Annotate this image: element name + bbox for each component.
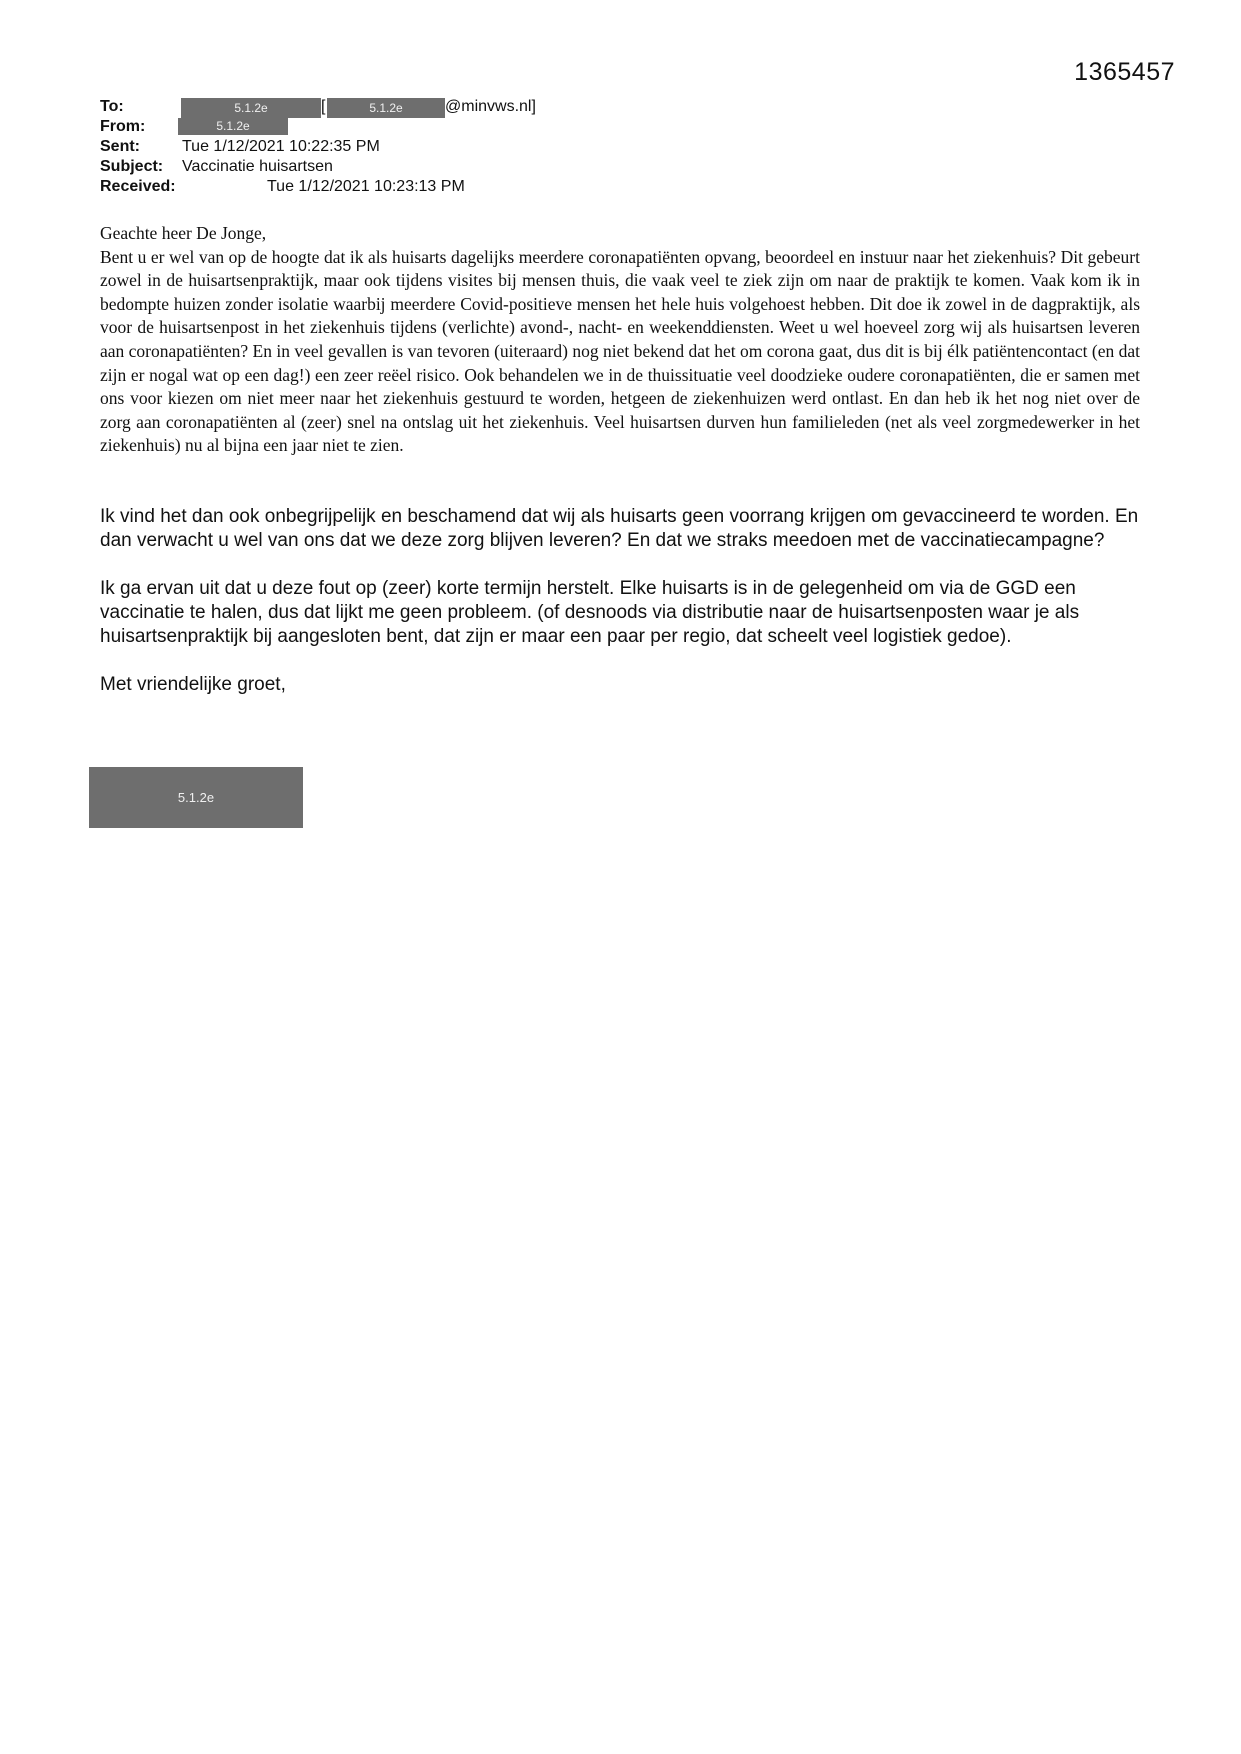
- signature-redaction: 5.1.2e: [89, 767, 303, 828]
- sent-label: Sent:: [100, 138, 140, 155]
- to-bracket-open: [: [321, 98, 326, 115]
- to-domain: @minvws.nl]: [445, 98, 536, 115]
- to-redaction-1: 5.1.2e: [181, 98, 321, 118]
- subject-label: Subject:: [100, 158, 164, 175]
- received-value: Tue 1/12/2021 10:23:13 PM: [267, 178, 465, 195]
- closing: Met vriendelijke groet,: [100, 674, 286, 695]
- document-number: 1365457: [1074, 58, 1175, 86]
- received-label: Received:: [100, 178, 176, 195]
- from-redaction: 5.1.2e: [178, 118, 288, 135]
- body-paragraph-1: Bent u er wel van op de hoogte dat ik als huisarts dagelijks meerdere coronapatiënten opvang, beoordeel en instuur naar het ziekenhuis? Dit gebeurt zowel in de huisartsenpraktijk, maar ook tijdens visites bij mensen thuis, die vaak veel te ziek zijn om naar de praktijk te komen. Vaak kom ik in bedompte huizen zonder isolatie waarbij meerdere Covid-positieve mensen het hele huis volgehoest hebben. Dit doe ik zowel in de dagpraktijk, als voor de huisartsenpost in het ziekenhuis tijdens (verlichte) avond-, nacht- en weekenddiensten. Weet u wel hoeveel zorg wij als huisartsen leveren aan coronapatiënten? En in veel gevallen is van tevoren (uiteraard) nog niet bekend dat het om corona gaat, dus dit is bij élk patiëntencontact (en dat zijn er nogal wat op een dag!) een zeer reëel risico. Ook behandelen we in de thuissituatie veel doodzieke oudere coronapatiënten, die er samen met ons voor kiezen om niet meer naar het ziekenhuis gestuurd te worden, hetgeen de ziekenhuizen werd ontlast. En dan heb ik het nog niet over de zorg aan coronapatiënten al (zeer) snel na ontslag uit het ziekenhuis. Veel huisartsen durven hun familieleden (net als veel zorgmedewerker in het ziekenhuis) nu al bijna een jaar niet te zien.: [100, 246, 1140, 456]
- email-body-serif: [100, 222, 1140, 458]
- email-body-sans: [100, 505, 1140, 721]
- email-header: [100, 98, 900, 203]
- to-redaction-2: 5.1.2e: [327, 98, 445, 118]
- subject-value: Vaccinatie huisartsen: [182, 158, 333, 175]
- body-paragraph-2: Ik vind het dan ook onbegrijpelijk en beschamend dat wij als huisarts geen voorrang krijgen om gevaccineerd te worden. En dan verwacht u wel van ons dat we deze zorg blijven leveren? En dat we straks meedoen met de vaccinatiecampagne?: [100, 506, 1139, 551]
- body-paragraph-3: Ik ga ervan uit dat u deze fout op (zeer) korte termijn herstelt. Elke huisarts is in de gelegenheid om via de GGD een vaccinatie te halen, dus dat lijkt me geen probleem. (of desnoods via distributie naar de huisartsenposten waar je als huisartsenpraktijk bij aangesloten bent, dat zijn er maar een paar per regio, dat scheelt veel logistiek gedoe).: [100, 578, 1080, 647]
- sent-value: Tue 1/12/2021 10:22:35 PM: [182, 138, 380, 155]
- to-label: To:: [100, 98, 124, 115]
- salutation: Geachte heer De Jonge,: [100, 223, 267, 243]
- from-label: From:: [100, 118, 146, 135]
